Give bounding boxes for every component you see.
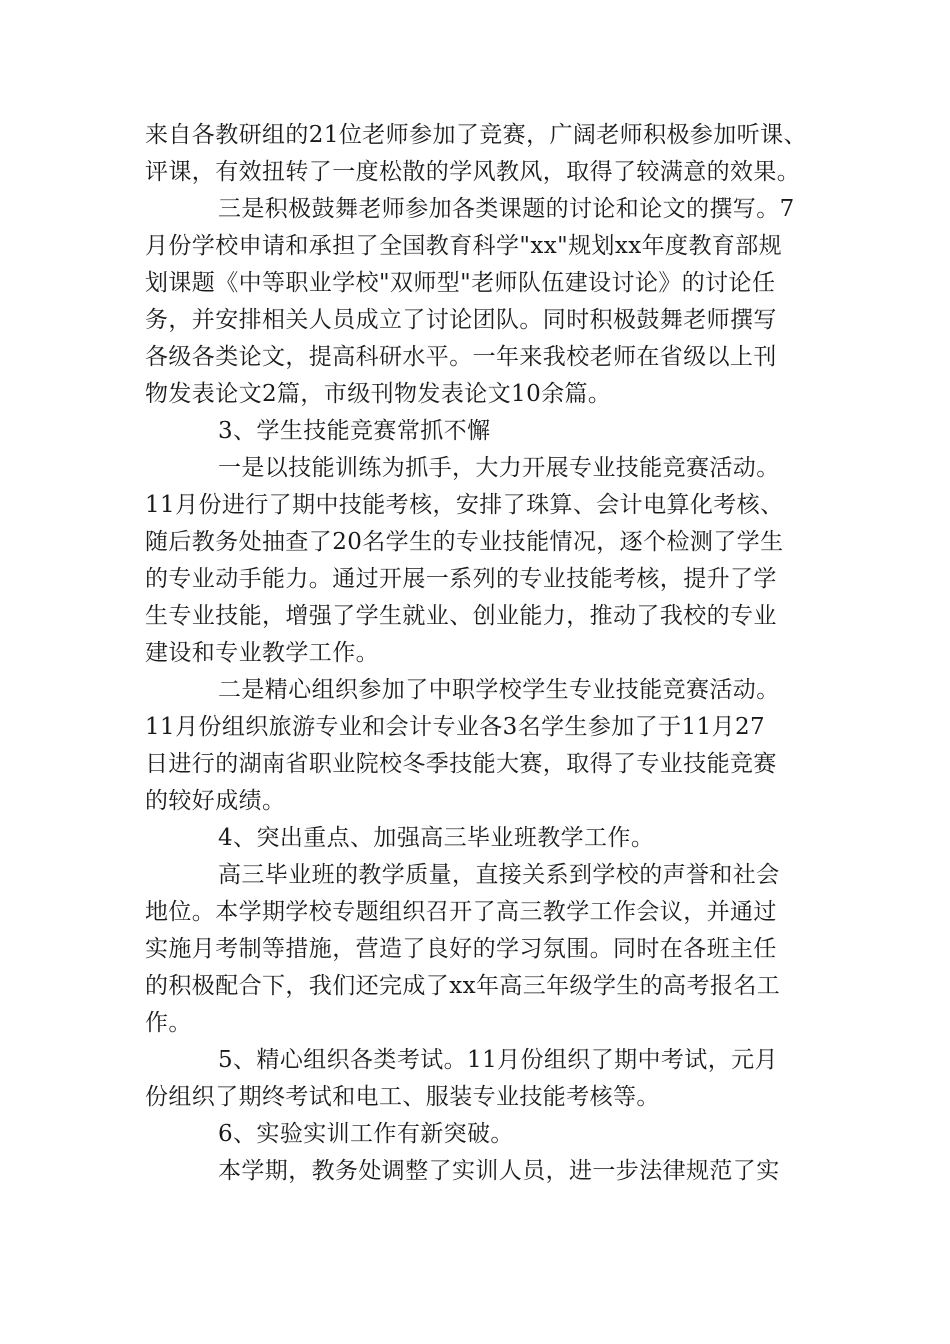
text-line: 实施月考制等措施，营造了良好的学习氛围。同时在各班主任 xyxy=(145,936,777,962)
text-line: 地位。本学期学校专题组织召开了高三教学工作会议，并通过 xyxy=(145,899,777,925)
text-line: 11月份组织旅游专业和会计专业各3名学生参加了于11月27 xyxy=(145,714,766,740)
paragraph-start-line: 本学期，教务处调整了实训人员，进一步法律规范了实 xyxy=(218,1158,780,1184)
text-line: 建设和专业教学工作。 xyxy=(145,640,379,666)
text-line: 日进行的湖南省职业院校冬季技能大赛，取得了专业技能竞赛 xyxy=(145,751,777,777)
text-line: 的积极配合下，我们还完成了xx年高三年级学生的高考报名工 xyxy=(145,973,781,999)
text-line: 月份学校申请和承担了全国教育科学"xx"规划xx年度教育部规 xyxy=(145,233,783,259)
text-line: 的专业动手能力。通过开展一系列的专业技能考核，提升了学 xyxy=(145,566,777,592)
text-line: 作。 xyxy=(145,1010,192,1036)
text-line: 11月份进行了期中技能考核，安排了珠算、会计电算化考核、 xyxy=(145,492,784,518)
section-heading: 5、精心组织各类考试。11月份组织了期中考试，元月 xyxy=(218,1047,778,1073)
text-line: 划课题《中等职业学校"双师型"老师队伍建设讨论》的讨论任 xyxy=(145,270,776,296)
section-heading: 4、突出重点、加强高三毕业班教学工作。 xyxy=(218,825,655,851)
paragraph-start-line: 二是精心组织参加了中职学校学生专业技能竞赛活动。 xyxy=(218,677,780,703)
paragraph-start-line: 一是以技能训练为抓手，大力开展专业技能竞赛活动。 xyxy=(218,455,780,481)
text-line: 生专业技能，增强了学生就业、创业能力，推动了我校的专业 xyxy=(145,603,777,629)
text-line: 各级各类论文，提高科研水平。一年来我校老师在省级以上刊 xyxy=(145,344,777,370)
text-line: 随后教务处抽查了20名学生的专业技能情况，逐个检测了学生 xyxy=(145,529,784,555)
text-line: 份组织了期终考试和电工、服装专业技能考核等。 xyxy=(145,1084,660,1110)
text-line: 评课，有效扭转了一度松散的学风教风，取得了较满意的效果。 xyxy=(145,159,801,185)
text-line: 务，并安排相关人员成立了讨论团队。同时积极鼓舞老师撰写 xyxy=(145,307,777,333)
section-heading: 6、实验实训工作有新突破。 xyxy=(218,1121,514,1147)
paragraph-start-line: 三是积极鼓舞老师参加各类课题的讨论和论文的撰写。7 xyxy=(218,196,795,222)
section-heading: 3、学生技能竞赛常抓不懈 xyxy=(218,418,491,444)
text-line: 物发表论文2篇，市级刊物发表论文10余篇。 xyxy=(145,381,612,407)
text-line: 的较好成绩。 xyxy=(145,788,286,814)
paragraph-start-line: 高三毕业班的教学质量，直接关系到学校的声誉和社会 xyxy=(218,862,780,888)
text-line: 来自各教研组的21位老师参加了竞赛，广阔老师积极参加听课、 xyxy=(145,122,807,148)
